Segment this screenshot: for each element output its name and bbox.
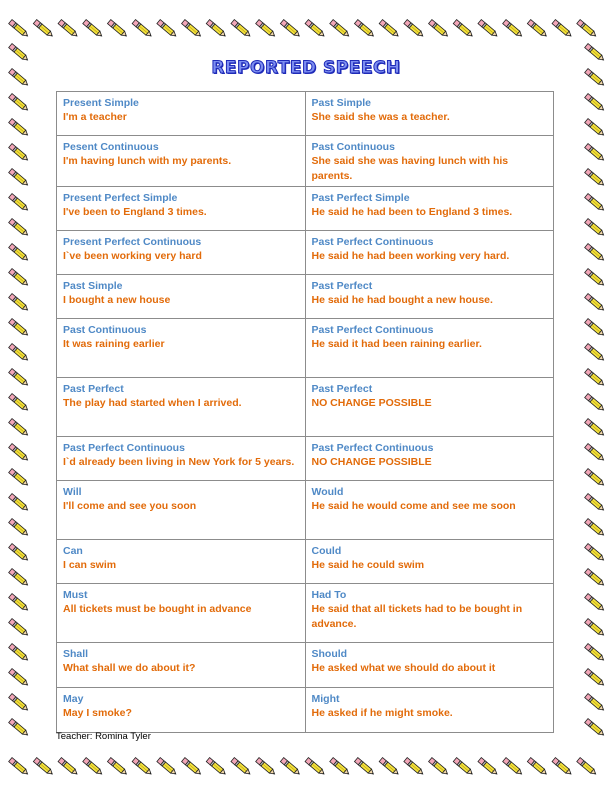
pencil-icon bbox=[453, 758, 474, 777]
direct-speech-cell bbox=[57, 688, 306, 733]
pencil-icon bbox=[585, 719, 606, 738]
pencil-icon bbox=[585, 419, 606, 438]
tense-label: Would bbox=[311, 486, 344, 498]
pencil-icon bbox=[585, 194, 606, 213]
direct-speech-cell bbox=[57, 319, 306, 378]
example-sentence: I'll come and see you soon bbox=[63, 500, 197, 512]
pencil-icon bbox=[206, 20, 227, 39]
table-row bbox=[57, 643, 554, 688]
example-sentence: He said he had been to England 3 times. bbox=[311, 206, 513, 218]
direct-speech-cell bbox=[57, 437, 306, 481]
pencil-icon bbox=[9, 494, 30, 513]
table-row bbox=[57, 136, 554, 187]
pencil-icon bbox=[305, 758, 326, 777]
pencil-icon bbox=[256, 20, 277, 39]
pencil-icon bbox=[585, 569, 606, 588]
pencil-icon bbox=[9, 94, 30, 113]
tense-label: Past Perfect Continuous bbox=[311, 442, 434, 454]
tense-label: Past Continuous bbox=[63, 324, 147, 336]
pencil-icon bbox=[527, 758, 548, 777]
example-sentence: I`ve been working very hard bbox=[63, 250, 202, 262]
tense-label: Past Perfect bbox=[311, 383, 373, 395]
example-sentence: I bought a new house bbox=[63, 294, 171, 306]
direct-speech-cell bbox=[57, 187, 306, 231]
pencil-icon bbox=[83, 20, 104, 39]
pencil-icon bbox=[379, 758, 400, 777]
pencil-icon bbox=[585, 144, 606, 163]
example-sentence: He asked if he might smoke. bbox=[311, 707, 453, 719]
table-row bbox=[57, 319, 554, 378]
table-row bbox=[57, 187, 554, 231]
pencil-icon bbox=[429, 20, 450, 39]
example-sentence: May I smoke? bbox=[63, 707, 132, 719]
example-sentence: He asked what we should do about it bbox=[311, 662, 496, 674]
pencil-icon bbox=[429, 758, 450, 777]
pencil-icon bbox=[9, 758, 30, 777]
pencil-icon bbox=[330, 758, 351, 777]
reported-speech-cell bbox=[305, 319, 554, 378]
pencil-icon bbox=[9, 669, 30, 688]
pencil-icon bbox=[256, 758, 277, 777]
pencil-icon bbox=[354, 20, 375, 39]
pencil-icon bbox=[585, 469, 606, 488]
reported-speech-cell bbox=[305, 481, 554, 540]
pencil-icon bbox=[9, 594, 30, 613]
direct-speech-cell bbox=[57, 481, 306, 540]
pencil-icon bbox=[9, 119, 30, 138]
tense-label: Present Simple bbox=[63, 97, 139, 109]
example-sentence: She said she was a teacher. bbox=[311, 111, 450, 123]
pencil-icon bbox=[585, 494, 606, 513]
direct-speech-cell bbox=[57, 275, 306, 319]
example-sentence: All tickets must be bought in advance bbox=[63, 603, 252, 615]
direct-speech-cell bbox=[57, 643, 306, 688]
tense-label: Pesent Continuous bbox=[63, 141, 159, 153]
pencil-icon bbox=[585, 669, 606, 688]
table-row bbox=[57, 92, 554, 136]
pencil-icon bbox=[58, 758, 79, 777]
pencil-icon bbox=[9, 20, 30, 39]
reported-speech-table bbox=[56, 91, 554, 733]
pencil-icon bbox=[585, 294, 606, 313]
pencil-icon bbox=[9, 319, 30, 338]
pencil-icon bbox=[132, 20, 153, 39]
pencil-icon bbox=[33, 20, 54, 39]
pencil-icon bbox=[478, 758, 499, 777]
pencil-icon bbox=[585, 94, 606, 113]
pencil-icon bbox=[404, 20, 425, 39]
pencil-icon bbox=[527, 20, 548, 39]
example-sentence: I`d already been living in New York for 5 years. bbox=[63, 456, 295, 468]
table-row bbox=[57, 231, 554, 275]
example-sentence: She said she was having lunch with his parents. bbox=[311, 155, 509, 182]
pencil-icon bbox=[585, 269, 606, 288]
pencil-icon bbox=[9, 644, 30, 663]
teacher-credit: Teacher: Romina Tyler bbox=[56, 731, 151, 742]
pencil-icon bbox=[478, 20, 499, 39]
pencil-icon bbox=[9, 394, 30, 413]
tense-label: Past Perfect Simple bbox=[311, 192, 410, 204]
pencil-icon bbox=[107, 758, 128, 777]
reported-speech-cell bbox=[305, 136, 554, 187]
tense-label: Shall bbox=[63, 648, 89, 660]
pencil-icon bbox=[107, 20, 128, 39]
pencil-icon bbox=[231, 20, 252, 39]
tense-label: Past Perfect Continuous bbox=[311, 236, 434, 248]
pencil-icon bbox=[280, 758, 301, 777]
pencil-icon bbox=[9, 719, 30, 738]
tense-label: May bbox=[63, 693, 84, 705]
pencil-icon bbox=[9, 619, 30, 638]
example-sentence: He said he had bought a new house. bbox=[311, 294, 493, 306]
example-sentence: It was raining earlier bbox=[63, 338, 165, 350]
reported-speech-cell bbox=[305, 584, 554, 643]
direct-speech-cell bbox=[57, 584, 306, 643]
example-sentence: I'm a teacher bbox=[63, 111, 127, 123]
pencil-icon bbox=[585, 119, 606, 138]
tense-label: Past Perfect Continuous bbox=[63, 442, 185, 454]
example-sentence: He said he would come and see me soon bbox=[311, 500, 516, 512]
reported-speech-cell bbox=[305, 378, 554, 437]
tense-label: Past Perfect bbox=[311, 280, 373, 292]
direct-speech-cell bbox=[57, 136, 306, 187]
reported-speech-cell bbox=[305, 231, 554, 275]
pencil-icon bbox=[585, 619, 606, 638]
example-sentence: He said he had been working very hard. bbox=[311, 250, 510, 262]
pencil-icon bbox=[9, 144, 30, 163]
pencil-icon bbox=[585, 244, 606, 263]
pencil-icon bbox=[9, 369, 30, 388]
pencil-icon bbox=[206, 758, 227, 777]
pencil-icon bbox=[231, 758, 252, 777]
reported-speech-cell bbox=[305, 437, 554, 481]
pencil-icon bbox=[585, 544, 606, 563]
tense-label: Past Continuous bbox=[311, 141, 395, 153]
pencil-icon bbox=[9, 244, 30, 263]
pencil-icon bbox=[157, 758, 178, 777]
pencil-icon bbox=[9, 269, 30, 288]
table-row bbox=[57, 275, 554, 319]
pencil-icon bbox=[585, 694, 606, 713]
tense-label: Can bbox=[63, 545, 83, 557]
pencil-icon bbox=[9, 419, 30, 438]
table-row bbox=[57, 540, 554, 584]
pencil-icon bbox=[58, 20, 79, 39]
table-row bbox=[57, 584, 554, 643]
pencil-icon bbox=[9, 219, 30, 238]
pencil-icon bbox=[182, 20, 203, 39]
pencil-icon bbox=[9, 569, 30, 588]
pencil-icon bbox=[9, 294, 30, 313]
reported-speech-cell bbox=[305, 688, 554, 733]
example-sentence: NO CHANGE POSSIBLE bbox=[311, 456, 432, 468]
pencil-icon bbox=[305, 20, 326, 39]
pencil-icon bbox=[585, 169, 606, 188]
pencil-icon bbox=[552, 20, 573, 39]
pencil-icon bbox=[552, 758, 573, 777]
reported-speech-cell bbox=[305, 643, 554, 688]
example-sentence: I've been to England 3 times. bbox=[63, 206, 207, 218]
tense-label: Past Simple bbox=[311, 97, 372, 109]
tense-label: Present Perfect Simple bbox=[63, 192, 178, 204]
example-sentence: He said it had been raining earlier. bbox=[311, 338, 482, 350]
example-sentence: The play had started when I arrived. bbox=[63, 397, 242, 409]
tense-label: Past Perfect bbox=[63, 383, 124, 395]
tense-label: Will bbox=[63, 486, 82, 498]
pencil-icon bbox=[503, 758, 524, 777]
pencil-icon bbox=[9, 344, 30, 363]
pencil-icon bbox=[330, 20, 351, 39]
pencil-icon bbox=[9, 519, 30, 538]
example-sentence: He said that all tickets had to be bought in advance. bbox=[311, 603, 523, 630]
pencil-icon bbox=[585, 369, 606, 388]
table-row bbox=[57, 378, 554, 437]
pencil-icon bbox=[585, 644, 606, 663]
direct-speech-cell bbox=[57, 92, 306, 136]
tense-label: Past Simple bbox=[63, 280, 123, 292]
tense-label: Might bbox=[311, 693, 340, 705]
example-sentence: NO CHANGE POSSIBLE bbox=[311, 397, 432, 409]
tense-label: Past Perfect Continuous bbox=[311, 324, 434, 336]
pencil-icon bbox=[503, 20, 524, 39]
pencil-icon bbox=[453, 20, 474, 39]
pencil-icon bbox=[379, 20, 400, 39]
reported-speech-cell bbox=[305, 540, 554, 584]
tense-label: Present Perfect Continuous bbox=[63, 236, 202, 248]
pencil-icon bbox=[33, 758, 54, 777]
pencil-icon bbox=[182, 758, 203, 777]
tense-label: Could bbox=[311, 545, 342, 557]
pencil-icon bbox=[585, 519, 606, 538]
example-sentence: He said he could swim bbox=[311, 559, 425, 571]
pencil-icon bbox=[9, 194, 30, 213]
pencil-icon bbox=[157, 20, 178, 39]
pencil-icon bbox=[577, 20, 598, 39]
table-row bbox=[57, 688, 554, 733]
tense-label: Must bbox=[63, 589, 88, 601]
table-row bbox=[57, 437, 554, 481]
example-sentence: I'm having lunch with my parents. bbox=[63, 155, 232, 167]
reported-speech-cell bbox=[305, 187, 554, 231]
pencil-icon bbox=[9, 544, 30, 563]
pencil-icon bbox=[132, 758, 153, 777]
pencil-icon bbox=[354, 758, 375, 777]
tense-label: Had To bbox=[311, 589, 347, 601]
pencil-icon bbox=[585, 219, 606, 238]
reported-speech-cell bbox=[305, 275, 554, 319]
reported-speech-cell bbox=[305, 92, 554, 136]
pencil-icon bbox=[280, 20, 301, 39]
tense-label: Should bbox=[311, 648, 348, 660]
example-sentence: What shall we do about it? bbox=[63, 662, 196, 674]
pencil-icon bbox=[577, 758, 598, 777]
pencil-icon bbox=[9, 694, 30, 713]
pencil-icon bbox=[585, 444, 606, 463]
pencil-icon bbox=[585, 344, 606, 363]
pencil-icon bbox=[585, 394, 606, 413]
pencil-icon bbox=[9, 444, 30, 463]
page-title: REPORTED SPEECH bbox=[211, 58, 401, 78]
table-row bbox=[57, 481, 554, 540]
pencil-icon bbox=[585, 594, 606, 613]
pencil-icon bbox=[585, 319, 606, 338]
pencil-icon bbox=[404, 758, 425, 777]
pencil-icon bbox=[9, 469, 30, 488]
direct-speech-cell bbox=[57, 231, 306, 275]
direct-speech-cell bbox=[57, 378, 306, 437]
pencil-icon bbox=[9, 169, 30, 188]
direct-speech-cell bbox=[57, 540, 306, 584]
example-sentence: I can swim bbox=[63, 559, 117, 571]
pencil-icon bbox=[83, 758, 104, 777]
